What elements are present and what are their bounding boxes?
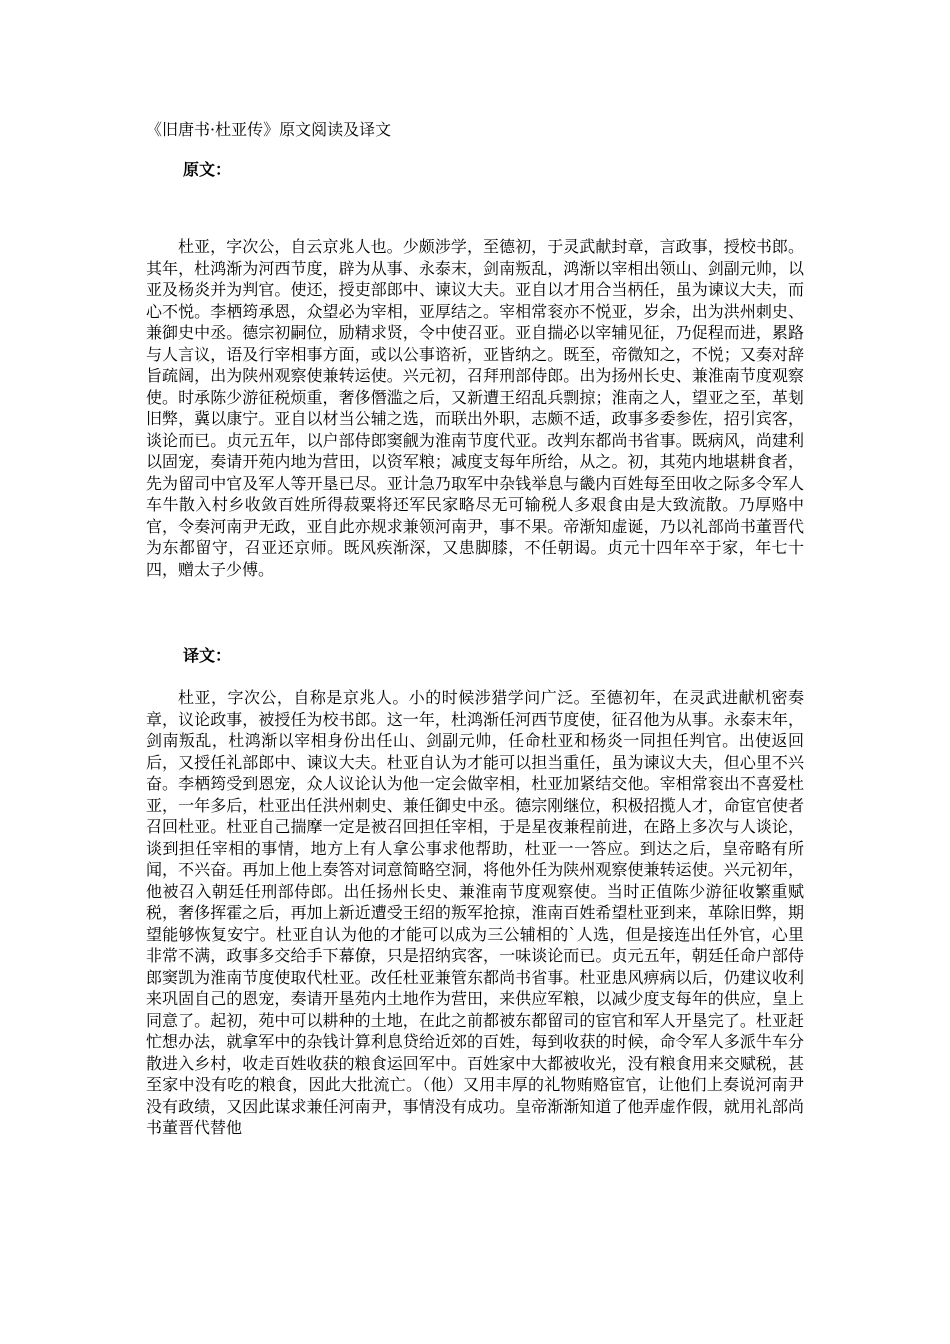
- original-text-paragraph: 杜亚，字次公，自云京兆人也。少颇涉学，至德初，于灵武献封章，言政事，授校书郎。其年，杜鸿渐为河西节度，辟为从事、永泰末，剑南叛乱，鸿渐以宰相出领山、剑副元帅，以亚及杨炎并为判官。使还，授吏部郎中、谏议大夫。亚自以才用合当柄任，虽为谏议大夫，而心不悦。李栖筠承恩，众望必为宰相，亚厚结之。宰相常衮亦不悦亚，岁余，出为洪州刺史、兼御史中丞。德宗初嗣位，励精求贤，令中使召亚。亚自揣必以宰辅见征，乃促程而进，累路与人言议，语及行宰相事方面，或以公事谘祈，亚皆纳之。既至，帝微知之，不悦；又奏对辞旨疏阔，出为陕州观察使兼转运使。兴元初，召拜刑部侍郎。出为扬州长史、兼淮南节度观察使。时承陈少游征税烦重，奢侈僭滥之后，又新遭王绍乱兵剽掠；淮南之人，望亚之至，革刬旧弊，冀以康宁。亚自以材当公辅之选，而联出外职，志颇不适，政事多委参佐，招引宾客，谈论而已。贞元五年，以户部侍郎窦觎为淮南节度代亚。改判东都尚书省事。既病风，尚建利以固宠，奏请开苑内地为营田，以资军粮；减度支每年所给，从之。初，其苑内地堪耕食者，先为留司中官及军人等开垦已尽。亚计急乃取军中杂钱举息与畿内百姓每至田收之际多令军人车牛散入村乡收敛百姓所得菽粟将还军民家略尽无可输税人多艰食由是大致流散。乃厚赂中官，令奏河南尹无政，亚自此亦规求兼领河南尹，事不果。帝渐知虚诞，乃以礼部尚书董晋代为东都留守，召亚还京师。既风疾渐深，又患脚膝，不任朝谒。贞元十四年卒于家，年七十四，赠太子少傅。: [146, 237, 804, 579]
- translation-paragraph: 杜亚，字次公，自称是京兆人。小的时候涉猎学问广泛。至德初年，在灵武进献机密奏章，议论政事，被授任为校书郎。这一年，杜鸿渐任河西节度使，征召他为从事。永泰末年，剑南叛乱，杜鸿渐以宰相身份出任山、剑副元帅，任命杜亚和杨炎一同担任判官。出使返回后，又授任礼部郎中、谏议大夫。杜亚自认为才能可以担当重任，虽为谏议大夫，但心里不兴奋。李栖筠受到恩宠，众人议论认为他一定会做宰相，杜亚加紧结交他。宰相常衮出不喜爱杜亚，一年多后，杜亚出任洪州刺史、兼任御史中丞。德宗刚继位，积极招揽人才，命宦官使者召回杜亚。杜亚自己揣摩一定是被召回担任宰相，于是星夜兼程前进，在路上多次与人谈论，谈到担任宰相的事情，地方上有人拿公事求他帮助，杜亚一一答应。到达之后，皇帝略有所闻，不兴奋。再加上他上奏答对词意简略空洞，将他外任为陕州观察使兼转运使。兴元初年，他被召入朝廷任刑部侍郎。出任扬州长史、兼淮南节度观察使。当时正值陈少游征收繁重赋税，奢侈挥霍之后，再加上新近遭受王绍的叛军抢掠，淮南百姓希望杜亚到来，革除旧弊，期望能够恢复安宁。杜亚自认为他的才能可以成为三公辅相的`人选，但是接连出任外官，心里非常不满，政事多交给手下幕僚，只是招纳宾客，一味谈论而已。贞元五年，朝廷任命户部侍郎窦凯为淮南节度使取代杜亚。改任杜亚兼管东都尚书省事。杜亚患风痹病以后，仍建议收利来巩固自己的恩宠，奏请开垦苑内土地作为营田，来供应军粮，以减少度支每年的供应，皇上同意了。起初，苑中可以耕种的土地，在此之前都被东都留司的宦官和军人开垦完了。杜亚赶忙想办法，就拿军中的杂钱计算利息贷给近郊的百姓，每到收获的时候，命令军人多派牛车分散进入乡村，收走百姓收获的粮食运回军中。百姓家中大都被收光，没有粮食用来交赋税，甚至家中没有吃的粮食，因此大批流亡。（他）又用丰厚的礼物贿赂宦官，让他们上奏说河南尹没有政绩，又因此谋求兼任河南尹，事情没有成功。皇帝渐渐知道了他弄虚作假，就用礼部尚书董晋代替他: [146, 688, 804, 1137]
- document-title: 《旧唐书·杜亚传》原文阅读及译文: [146, 120, 392, 139]
- translation-heading: 译文：: [183, 646, 232, 665]
- original-text-heading: 原文：: [183, 160, 232, 179]
